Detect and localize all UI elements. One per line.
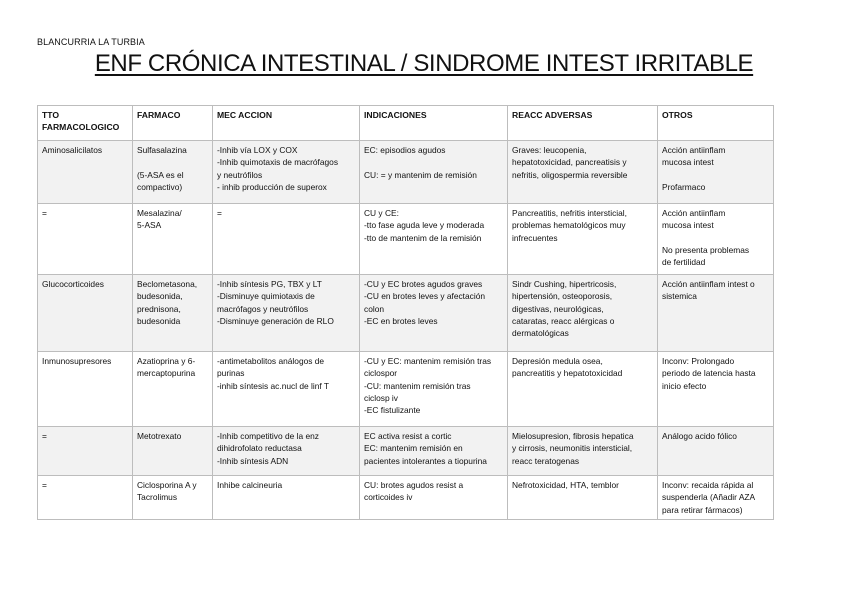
cell-tto: [38, 476, 133, 520]
cell-line: Inconv: recaida rápida al: [662, 480, 754, 490]
cell-line: - inhib producción de superox: [217, 181, 327, 192]
cell-line: =: [217, 208, 222, 218]
cell-line: EC activa resist a cortic: [364, 431, 452, 441]
cell-otros: [658, 141, 774, 204]
cell-line: FARMACO: [137, 110, 181, 120]
cell-line: -Inhib vía LOX y COX: [217, 145, 298, 155]
cell-line: EC: mantenim remisión en: [364, 443, 463, 454]
cell-line: Azatioprina y 6-: [137, 356, 196, 366]
cell-line: (5-ASA es el: [137, 169, 184, 180]
cell-line: Glucocorticoides: [42, 279, 104, 289]
cell-reacc-adversas: [508, 476, 658, 520]
cell-line: Acción antiinflam intest o: [662, 279, 755, 289]
cell-farmaco: [133, 427, 213, 476]
cell-line: Inhibe calcineuria: [217, 480, 283, 490]
cell-line: Graves: leucopenia,: [512, 145, 587, 155]
cell-line: inicio efecto: [662, 380, 707, 391]
cell-line: y cirrosis, neumonitis intersticial,: [512, 443, 633, 454]
cell-line: Aminosalicilatos: [42, 145, 103, 155]
page-title: ENF CRÓNICA INTESTINAL / SINDROME INTEST IRRITABLE: [94, 50, 754, 77]
cell-line: -inhib síntesis ac.nucl de linf T: [217, 380, 330, 391]
cell-line: Ciclosporina A y: [137, 480, 197, 490]
cell-line: Acción antiinflam: [662, 208, 726, 218]
cell-line: Sindr Cushing, hipertricosis,: [512, 279, 617, 289]
header-reacc-adversas: [508, 106, 658, 141]
cell-line: digestivas, neurológicas,: [512, 303, 604, 314]
cell-line: colon: [364, 303, 385, 314]
cell-line: CU y CE:: [364, 208, 399, 218]
cell-line: -Inhib síntesis ADN: [217, 455, 289, 466]
cell-line: MEC ACCION: [217, 110, 273, 120]
cell-farmaco: [133, 275, 213, 352]
cell-line: -Inhib competitivo de la enz: [217, 431, 319, 441]
cell-line: pancreatitis y hepatotoxicidad: [512, 368, 623, 379]
cell-line: hepatotoxicidad, pancreatisis y: [512, 157, 627, 168]
cell-line: -Disminuye generación de RLO: [217, 315, 334, 326]
cell-line: y neutrófilos: [217, 169, 263, 180]
cell-tto: [38, 427, 133, 476]
cell-line: Mesalazina/: [137, 208, 182, 218]
cell-indicaciones: [360, 204, 508, 275]
cell-line: =: [42, 480, 47, 490]
cell-line: -Inhib quimotaxis de macrófagos: [217, 157, 339, 168]
cell-line: -tto fase aguda leve y moderada: [364, 220, 485, 231]
cell-line: dermatológicas: [512, 328, 569, 339]
cell-line: 5-ASA: [137, 220, 162, 231]
cell-line: EC: episodios agudos: [364, 145, 446, 155]
cell-otros: [658, 204, 774, 275]
cell-line: Profarmaco: [662, 181, 706, 192]
table-row: [38, 141, 774, 204]
cell-line: Inconv: Prolongado: [662, 356, 735, 366]
header-farmaco: [133, 106, 213, 141]
cell-line: -CU en brotes leves y afectación: [364, 291, 486, 302]
cell-line: [662, 169, 769, 181]
cell-line: suspenderla (Añadir AZA: [662, 492, 756, 503]
cell-reacc-adversas: [508, 352, 658, 427]
cell-line: de fertilidad: [662, 257, 706, 268]
cell-line: -EC en brotes leves: [364, 315, 438, 326]
cell-otros: [658, 352, 774, 427]
cell-line: FARMACOLOGICO: [42, 122, 120, 133]
cell-line: =: [42, 431, 47, 441]
drug-table: [37, 105, 774, 520]
cell-line: =: [42, 208, 47, 218]
cell-line: Sulfasalazina: [137, 145, 187, 155]
cell-reacc-adversas: [508, 275, 658, 352]
cell-line: INDICACIONES: [364, 110, 427, 120]
table-row: [38, 204, 774, 275]
table-row: [38, 427, 774, 476]
cell-tto: [38, 141, 133, 204]
cell-line: -Inhib síntesis PG, TBX y LT: [217, 279, 322, 289]
cell-farmaco: [133, 204, 213, 275]
cell-line: Pancreatitis, nefritis intersticial,: [512, 208, 627, 218]
cell-line: CU: = y mantenim de remisión: [364, 169, 477, 180]
cell-line: macrófagos y neutrófilos: [217, 303, 309, 314]
cell-line: purinas: [217, 368, 245, 379]
cell-line: [662, 232, 769, 244]
cell-line: -EC fistulizante: [364, 405, 421, 416]
cell-line: hipertensión, osteoporosis,: [512, 291, 613, 302]
cell-mec-accion: [213, 141, 360, 204]
author-name: BLANCURRIA LA TURBIA: [37, 37, 145, 47]
cell-line: prednisona,: [137, 303, 181, 314]
cell-line: Nefrotoxicidad, HTA, temblor: [512, 480, 619, 490]
cell-line: ciclospor: [364, 368, 398, 379]
cell-line: mucosa intest: [662, 157, 714, 168]
cell-tto: [38, 275, 133, 352]
cell-line: cataratas, reacc alérgicas o: [512, 315, 615, 326]
cell-indicaciones: [360, 352, 508, 427]
table-row: [38, 275, 774, 352]
cell-farmaco: [133, 476, 213, 520]
cell-line: Análogo acido fólico: [662, 431, 737, 441]
cell-otros: [658, 275, 774, 352]
cell-line: -CU y EC: mantenim remisión tras: [364, 356, 492, 366]
cell-line: periodo de latencia hasta: [662, 368, 756, 379]
cell-line: -tto de mantenim de la remisión: [364, 232, 482, 243]
cell-line: sistemica: [662, 291, 697, 302]
cell-mec-accion: [213, 476, 360, 520]
cell-reacc-adversas: [508, 427, 658, 476]
cell-line: ciclosp iv: [364, 392, 398, 403]
cell-line: reacc teratogenas: [512, 455, 580, 466]
cell-line: corticoides iv: [364, 492, 413, 503]
cell-tto: [38, 204, 133, 275]
header-indicaciones: [360, 106, 508, 141]
cell-line: -Disminuye quimiotaxis de: [217, 291, 315, 302]
table-row: [38, 476, 774, 520]
table-header-row: [38, 106, 774, 141]
header-mec-accion: [213, 106, 360, 141]
cell-line: budesonida,: [137, 291, 183, 302]
cell-line: OTROS: [662, 110, 693, 120]
cell-line: compactivo): [137, 181, 183, 192]
cell-line: nefritis, oligospermia reversible: [512, 169, 628, 180]
cell-line: No presenta problemas: [662, 244, 750, 255]
cell-line: [137, 156, 208, 168]
cell-line: Tacrolimus: [137, 492, 178, 503]
cell-indicaciones: [360, 476, 508, 520]
cell-indicaciones: [360, 275, 508, 352]
cell-indicaciones: [360, 427, 508, 476]
cell-tto: [38, 352, 133, 427]
table-row: [38, 352, 774, 427]
cell-line: REACC ADVERSAS: [512, 110, 593, 120]
cell-mec-accion: [213, 352, 360, 427]
cell-line: Depresión medula osea,: [512, 356, 603, 366]
cell-line: TTO: [42, 110, 60, 120]
cell-line: para retirar fármacos): [662, 504, 743, 515]
cell-line: Inmunosupresores: [42, 356, 112, 366]
cell-line: [364, 156, 503, 168]
cell-line: budesonida: [137, 315, 181, 326]
cell-farmaco: [133, 141, 213, 204]
cell-line: Metotrexato: [137, 431, 182, 441]
cell-line: Acción antiinflam: [662, 145, 726, 155]
cell-mec-accion: [213, 275, 360, 352]
cell-line: mercaptopurina: [137, 368, 196, 379]
cell-indicaciones: [360, 141, 508, 204]
cell-mec-accion: [213, 204, 360, 275]
cell-reacc-adversas: [508, 141, 658, 204]
cell-mec-accion: [213, 427, 360, 476]
header-tto: [38, 106, 133, 141]
cell-line: CU: brotes agudos resist a: [364, 480, 464, 490]
cell-otros: [658, 427, 774, 476]
cell-line: problemas hematológicos muy: [512, 220, 626, 231]
cell-line: infrecuentes: [512, 232, 558, 243]
cell-line: -antimetabolitos análogos de: [217, 356, 325, 366]
cell-line: -CU y EC brotes agudos graves: [364, 279, 483, 289]
cell-line: dihidrofolato reductasa: [217, 443, 302, 454]
header-otros: [658, 106, 774, 141]
cell-otros: [658, 476, 774, 520]
cell-line: Beclometasona,: [137, 279, 198, 289]
cell-reacc-adversas: [508, 204, 658, 275]
cell-line: pacientes intolerantes a tiopurina: [364, 455, 487, 466]
cell-farmaco: [133, 352, 213, 427]
cell-line: Mielosupresion, fibrosis hepatica: [512, 431, 634, 441]
cell-line: -CU: mantenim remisión tras: [364, 380, 471, 391]
cell-line: mucosa intest: [662, 220, 714, 231]
